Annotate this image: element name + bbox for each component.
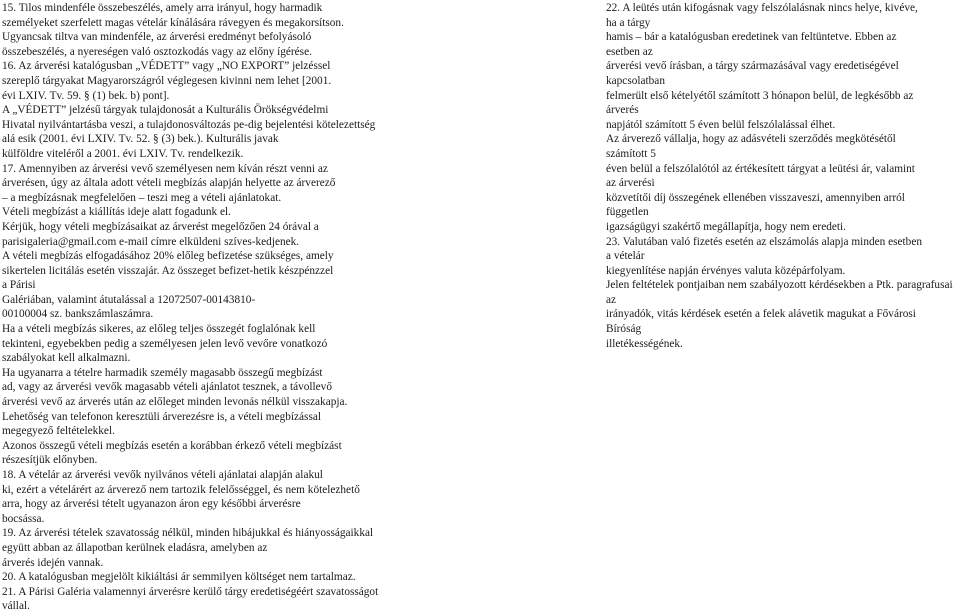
text-line: ha a tárgy [606,16,651,29]
text-line: Bíróság [606,323,642,336]
text-line: 23. Valutában való fizetés esetén az elszámolás alapja minden esetben [606,235,922,248]
text-line: együtt abban az állapotban kerülnek eladásra, amelyben az [2,541,268,554]
text-line: számított 5 [606,147,656,160]
text-line: a vételár [606,250,645,263]
text-line: Hivatal nyilvántartásba veszi, a tulajdonosváltozás pe-dig bejelentési kötelezettség [2,118,376,131]
text-line: árverés idején vannak. [2,556,104,569]
text-line: árverési vevő az árverés után az előleget minden levonás nélkül visszakapja. [2,396,348,409]
text-line: 22. A leütés után kifogásnak vagy felszólalásnak nincs helye, kivéve, [606,2,918,14]
text-line: felmerült első kételyétől számított 3 hónapon belül, de legkésőbb az [606,89,914,102]
text-line: A „VÉDETT” jelzésű tárgyak tulajdonosát a Kulturális Örökségvédelmi [2,104,329,117]
text-line: sikertelen licitálás esetén visszajár. Az összeget befizet-hetik készpénzzel [2,264,334,277]
text-line: Azonos összegű vételi megbízás esetén a korábban érkező vételi megbízást [2,439,342,452]
text-line: független [606,206,649,219]
text-line: Ha ugyanarra a tételre harmadik személy magasabb összegű megbízást [2,366,323,379]
text-line: irányadók, vitás kérdések esetén a felek alávetik magukat a Fővárosi [606,308,916,321]
text-line: külföldre viteléről a 2001. évi LXIV. Tv. rendelkezik. [2,147,244,160]
text-line: vállal. [2,600,30,613]
text-line: Lehetőség van telefonon keresztüli árverezésre is, a vételi megbízással [2,410,321,423]
text-line: Az árverező vállalja, hogy az adásvételi szerződés megkötésétől [606,133,896,146]
text-line: közvetítői díj összegének ellenében visszaveszi, amennyiben arról [606,191,905,204]
text-line: személyeket szerfelett magas vételár kínálására rávegyen és megakorsítson. [2,16,344,29]
text-line: 15. Tilos mindenféle összebeszélés, amely arra irányul, hogy harmadik [2,2,323,14]
text-line: Galériában, valamint átutalással a 12072507-00143810- [2,293,256,306]
text-line: napjától számított 5 éven belül felszólalással élhet. [606,118,836,131]
text-line: szabályokat kell alkalmazni. [2,352,131,365]
text-line: ki, ezért a vételárért az árverező nem tartozik felelősséggel, és nem kötelezhető [2,483,360,496]
text-line: kapcsolatban [606,74,665,87]
text-line: 20. A katalógusban megjelölt kikiáltási ár semmilyen költséget nem tartalmaz. [2,571,356,584]
text-line: éven belül a felszólalótól az értékesített tárgyat a leütési ár, valamint [606,162,915,175]
text-line: tekinteni, egyebekben pedig a személyesen jelen levő vevőre vonatkozó [2,337,328,350]
text-line: bocsássa. [2,512,45,525]
text-line: Kérjük, hogy vételi megbízásaikat az árverést megelőzően 24 órával a [2,220,319,233]
text-line: az [606,293,617,306]
text-line: arra, hogy az árverési tételt ugyanazon áron egy későbbi árverésre [2,498,301,511]
text-line: 16. Az árverési katalógusban „VÉDETT” vagy „NO EXPORT” jelzéssel [2,60,331,73]
text-line: 00100004 sz. bankszámlaszámra. [2,308,154,321]
text-line: – a megbízásnak megfelelően – teszi meg a vételi ajánlatokat. [2,191,282,204]
text-line: 21. A Párisi Galéria valamennyi árverésre kerülő tárgy eredetiségéért szavatosságot [2,585,379,598]
text-line: alá esik (2001. évi LXIV. Tv. 52. § (3) bek.). Kulturális javak [2,133,279,146]
text-line: szereplő tárgyakat Magyarországról véglegesen kivinni nem lehet [2001. [2,74,332,87]
text-line: 19. Az árverési tételek szavatosság nélkül, minden hibájukkal és hiányosságaikkal [2,527,374,540]
text-line: összebeszélés, a nyereségen való osztozkodás vagy az előny ígérése. [2,45,312,58]
text-line: Jelen feltételek pontjaiban nem szabályozott kérdésekben a Ptk. paragrafusai [606,279,953,292]
text-line: a Párisi [2,279,36,292]
left-text-column [2,1,394,614]
text-line: kiegyenlítése napján érvényes valuta középárfolyam. [606,264,846,277]
text-line: ad, vagy az árverési vevők magasabb vételi ajánlatot tesznek, a távollevő [2,381,332,394]
text-line: esetben az [606,45,653,58]
text-line: 17. Amennyiben az árverési vevő személyesen nem kíván részt venni az [2,162,328,175]
text-line: megegyező feltételekkel. [2,425,115,438]
text-line: parisigaleria@gmail.com e-mail címre elküldeni szíves-kedjenek. [2,235,300,248]
text-line: Ha a vételi megbízás sikeres, az előleg teljes összegét foglalónak kell [2,323,316,336]
text-line: árverésen, úgy az általa adott vételi megbízás alapján helyette az árverező [2,177,336,190]
text-line: árverési vevő írásban, a tárgy származásával vagy eredetiségével [606,60,899,73]
text-line: árverés [606,104,639,117]
right-text-column [606,1,956,351]
text-line: Vételi megbízást a kiállítás ideje alatt fogadunk el. [2,206,231,219]
text-line: 18. A vételár az árverési vevők nyilvános vételi ajánlatai alapján alakul [2,469,323,481]
text-line: igazságügyi szakértő megállapítja, hogy nem eredeti. [606,220,846,233]
text-line: évi LXIV. Tv. 59. § (1) bek. b) pont]. [2,89,170,102]
text-line: A vételi megbízás elfogadásához 20% előleg befizetése szükséges, amely [2,250,334,263]
text-line: az árverési [606,177,655,190]
text-line: részesítjük előnyben. [2,454,98,467]
text-line: hamis – bár a katalógusban eredetinek van feltüntetve. Ebben az [606,31,897,44]
text-line: Ugyancsak tiltva van mindenféle, az árverési eredményt befolyásoló [2,31,312,44]
text-line: illetékességének. [606,337,683,350]
